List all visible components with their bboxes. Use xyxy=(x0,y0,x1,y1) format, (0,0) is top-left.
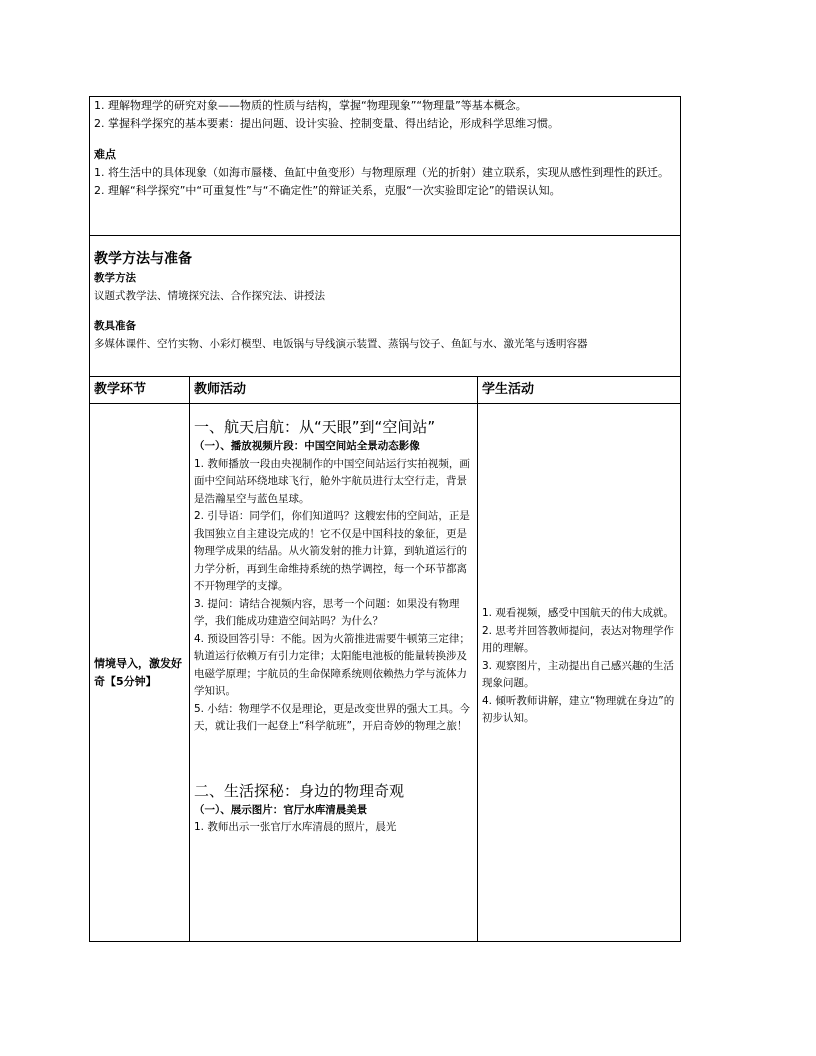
prep-text: 多媒体课件、空竹实物、小彩灯模型、电饭锅与导线演示装置、蒸锅与饺子、鱼缸与水、激光笔与透明容器 xyxy=(94,337,588,350)
teacher-content xyxy=(194,404,473,941)
goal-item: 1. 理解物理学的研究对象——物质的性质与结构，掌握“物理现象”“物理量”等基本概念。 xyxy=(94,99,527,112)
stage-header: 教学环节 xyxy=(94,382,147,397)
teacher-item: 4. 预设回答引导：不能。因为火箭推进需要牛顿第三定律；轨道运行依赖万有引力定律；太阳能电池板的能量转换涉及电磁学原理；宇航员的生命保障系统则依赖热力学与流体力学知识。 xyxy=(194,632,470,697)
difficulty-item: 1. 将生活中的具体现象（如海市蜃楼、鱼缸中鱼变形）与物理原理（光的折射）建立联系，实现从感性到理性的跃迁。 xyxy=(94,166,669,179)
spacer xyxy=(94,133,676,146)
teacher-item: 1. 教师播放一段由央视制作的中国空间站运行实拍视频，画面中空间站环绕地球飞行，舱外宇航员进行太空行走，背景是浩瀚星空与蓝色星球。 xyxy=(194,457,470,505)
stage-label: 情境导入，激发好奇【5分钟】 xyxy=(94,656,182,688)
header-row xyxy=(90,377,681,404)
prep-heading: 教具准备 xyxy=(94,320,136,332)
goal-item: 2. 掌握科学探究的基本要素：提出问题、设计实验、控制变量、得出结论，形成科学思维习惯。 xyxy=(94,117,559,130)
stage-cell xyxy=(90,404,190,942)
student-cell xyxy=(478,404,681,942)
teacher-header: 教师活动 xyxy=(194,382,247,397)
student-header: 学生活动 xyxy=(482,382,535,397)
teacher-cell xyxy=(190,404,478,942)
student-item: 3. 观察图片，主动提出自己感兴趣的生活现象问题。 xyxy=(482,659,674,689)
teacher-header-cell xyxy=(190,377,478,404)
lesson-plan-table xyxy=(89,96,681,942)
teacher-item: 3. 提问：请结合视频内容，思考一个问题：如果没有物理学，我们能成功建造空间站吗？为什么？ xyxy=(194,597,460,627)
part2-title: 二、生活探秘：身边的物理奇观 xyxy=(194,781,405,800)
teacher-item: 2. 引导语：同学们，你们知道吗？这艘宏伟的空间站，正是我国独立自主建设完成的！它不仅是中国科技的象征，更是物理学成果的结晶。从火箭发射的推力计算，到轨道运行的力学分析，再到生命维持系统的热学调控，每一个环节都离不开物理学的支撑。 xyxy=(194,510,470,592)
stage-header-cell xyxy=(90,377,190,404)
activity-row xyxy=(90,404,681,942)
goals-row xyxy=(90,97,681,236)
methods-row xyxy=(90,236,681,377)
student-item: 1. 观看视频，感受中国航天的伟大成就。 xyxy=(482,607,674,619)
teacher-item: 1. 教师出示一张官厅水库清晨的照片，晨光 xyxy=(194,821,397,833)
part2-subtitle: （一）、展示图片：官厅水库清晨美景 xyxy=(194,803,368,816)
methods-section-title: 教学方法与准备 xyxy=(94,251,192,267)
difficulty-item: 2. 理解“科学探究”中“可重复性”与“不确定性”的辩证关系，克服“一次实验即定论”的错误认知。 xyxy=(94,184,561,197)
part1-title: 一、航天启航：从“天眼”到“空间站” xyxy=(194,418,436,436)
spacer xyxy=(94,305,676,318)
part1-subtitle: （一）、播放视频片段：中国空间站全景动态影像 xyxy=(194,440,420,452)
student-item: 2. 思考并回答教师提问，表达对物理学作用的理解。 xyxy=(482,624,674,654)
teacher-item: 5. 小结：物理学不仅是理论，更是改变世界的强大工具。今天，就让我们一起登上“科学航班”，开启奇妙的物理之旅！ xyxy=(194,702,470,732)
student-header-cell xyxy=(478,377,681,404)
difficulty-heading: 难点 xyxy=(94,148,116,161)
student-item: 4. 倾听教师讲解，建立“物理就在身边”的初步认知。 xyxy=(482,694,675,724)
method-heading: 教学方法 xyxy=(94,272,136,284)
method-text: 议题式教学法、情境探究法、合作探究法、讲授法 xyxy=(94,289,325,302)
lesson-plan-page xyxy=(89,96,680,956)
